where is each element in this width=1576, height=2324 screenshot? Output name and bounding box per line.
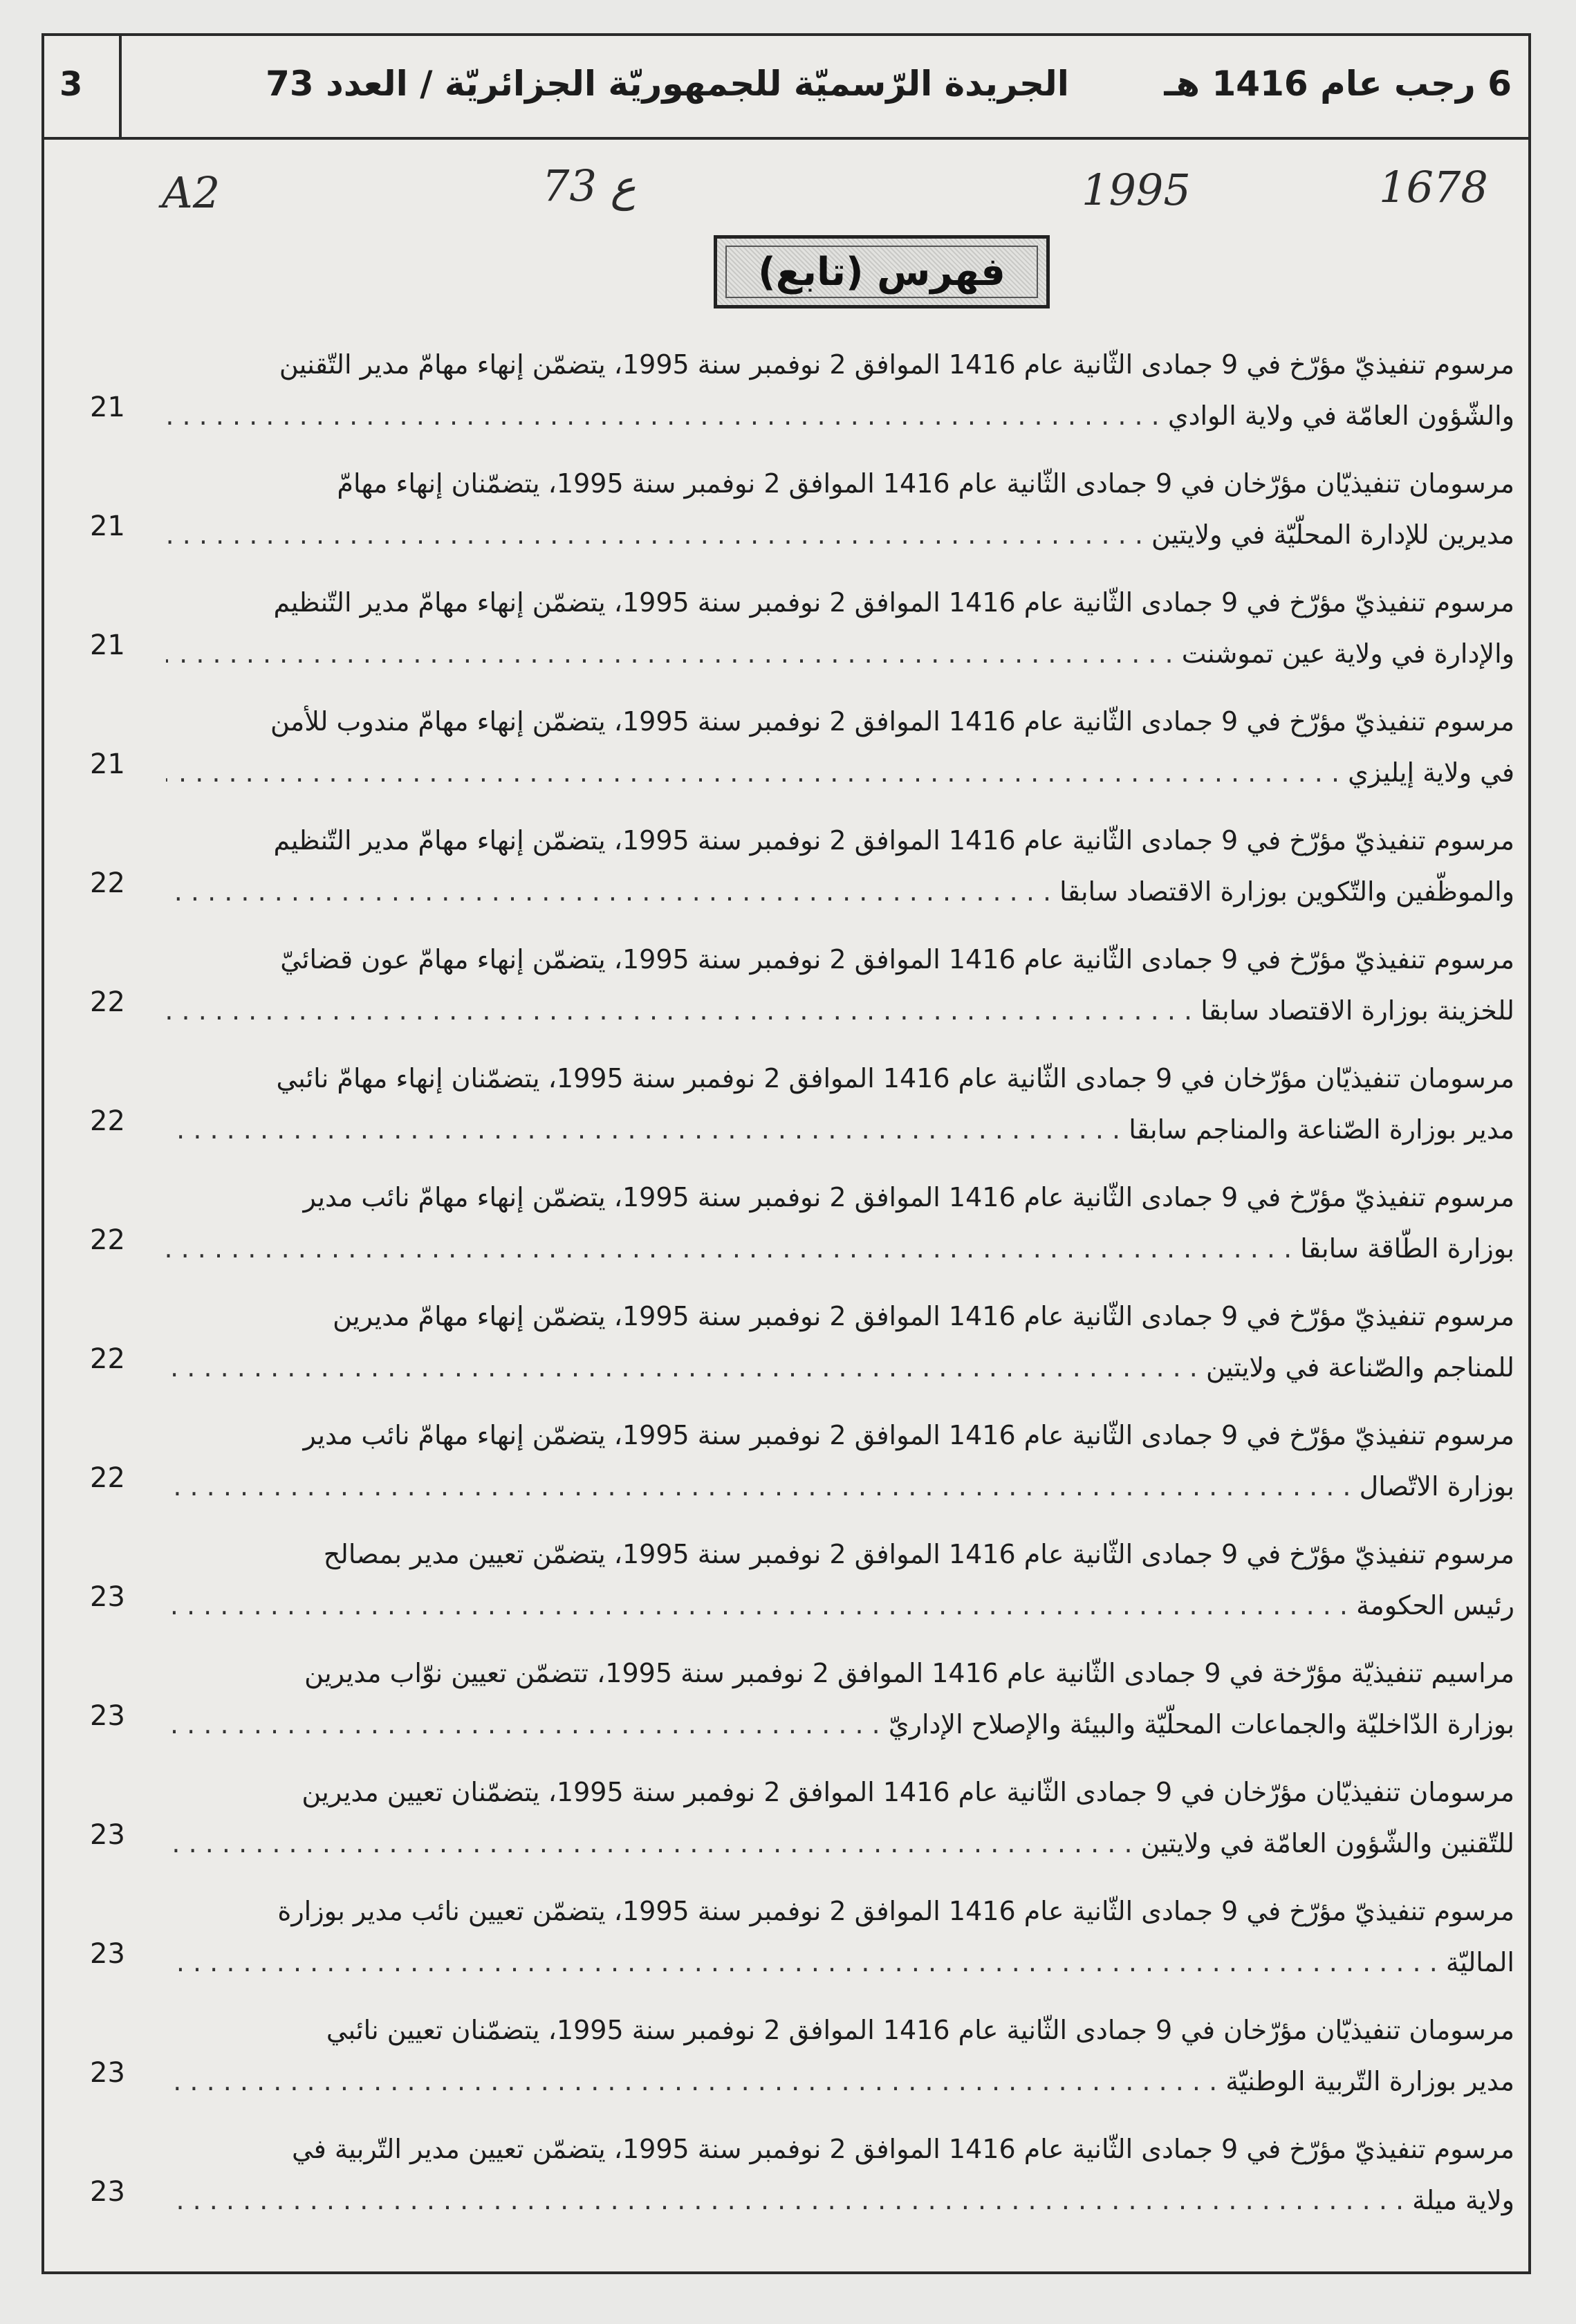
index-entry <box>76 2123 1514 2242</box>
index-entry <box>76 1648 1514 1767</box>
index-entry <box>76 1410 1514 1529</box>
entry-line-1: مرسوم تنفيذيّ مؤرّخ في 9 جمادى الثّانية عام 1416 الموافق 2 نوفمبر سنة 1995، يتضمّن تعيين نائب مدير بوزارة <box>277 1896 1514 1926</box>
entry-line-2: بوزارة الاتّصال . . . <box>166 1461 1514 1512</box>
entry-line-2: مديرين للإدارة المحلّيّة في ولايتين . . . <box>166 509 1514 560</box>
entry-line-1: مرسوم تنفيذيّ مؤرّخ في 9 جمادى الثّانية عام 1416 الموافق 2 نوفمبر سنة 1995، يتضمّن تعيين مدير بمصالح <box>323 1539 1514 1569</box>
entry-page-number: 22 <box>90 1343 125 1375</box>
section-title-box <box>714 235 1050 308</box>
entry-page-number: 22 <box>90 986 125 1018</box>
entry-line-1: مرسوم تنفيذيّ مؤرّخ في 9 جمادى الثّانية عام 1416 الموافق 2 نوفمبر سنة 1995، يتضمّن إنهاء مهامّ مدير التّقنين <box>279 349 1514 380</box>
entry-page-number: 21 <box>90 391 125 423</box>
index-entry <box>76 815 1514 934</box>
entry-page-number: 21 <box>90 510 125 542</box>
entry-line-2: والشّؤون العامّة في ولاية الوادي . . . <box>166 390 1514 441</box>
entry-page-number: 23 <box>90 1581 125 1613</box>
entry-line-2: بوزارة الدّاخليّة والجماعات المحلّيّة والبيئة والإصلاح الإداريّ . . . <box>166 1699 1514 1750</box>
entry-line-2: للخزينة بوزارة الاقتصاد سابقا . . . <box>166 985 1514 1036</box>
entry-line-1: مرسومان تنفيذيّان مؤرّخان في 9 جمادى الثّانية عام 1416 الموافق 2 نوفمبر سنة 1995، يتضمّنان تعيين مديرين <box>302 1777 1514 1807</box>
index-entry <box>76 458 1514 577</box>
entry-line-1: مرسوم تنفيذيّ مؤرّخ في 9 جمادى الثّانية عام 1416 الموافق 2 نوفمبر سنة 1995، يتضمّن إنهاء مهامّ مدير التّنظيم <box>273 825 1514 856</box>
entry-page-number: 22 <box>90 1462 125 1494</box>
entry-line-2: مدير بوزارة الصّناعة والمناجم سابقا . . . <box>166 1104 1514 1155</box>
entry-line-2: رئيس الحكومة . . . <box>166 1580 1514 1631</box>
entry-line-2: والإدارة في ولاية عين تموشنت . . . <box>166 628 1514 679</box>
entry-page-number: 23 <box>90 2057 125 2089</box>
handwritten-note-year: 1995 <box>1082 165 1191 215</box>
entry-page-number: 23 <box>90 1700 125 1732</box>
index-entry <box>76 339 1514 458</box>
entry-page-number: 21 <box>90 748 125 780</box>
handwritten-note-issue: 73 ع <box>542 160 636 211</box>
page-number: 3 <box>59 65 83 104</box>
header-date: 6 رجب عام 1416 هـ <box>1164 64 1512 104</box>
index-entry <box>76 1172 1514 1291</box>
entry-page-number: 23 <box>90 1819 125 1851</box>
section-title: فهرس (تابع) <box>725 246 1038 298</box>
entry-line-1: مرسومان تنفيذيّان مؤرّخان في 9 جمادى الثّانية عام 1416 الموافق 2 نوفمبر سنة 1995، يتضمّنان تعيين نائبي <box>326 2015 1514 2045</box>
entry-page-number: 22 <box>90 1224 125 1256</box>
index-entry <box>76 1291 1514 1410</box>
entry-line-1: مرسوم تنفيذيّ مؤرّخ في 9 جمادى الثّانية عام 1416 الموافق 2 نوفمبر سنة 1995، يتضمّن إنهاء مهامّ نائب مدير <box>303 1420 1514 1450</box>
entry-page-number: 21 <box>90 629 125 661</box>
index-entry <box>76 696 1514 815</box>
entry-page-number: 23 <box>90 1938 125 1970</box>
entry-line-1: مرسوم تنفيذيّ مؤرّخ في 9 جمادى الثّانية عام 1416 الموافق 2 نوفمبر سنة 1995، يتضمّن تعيين مدير التّربية في <box>292 2134 1514 2164</box>
entry-line-1: مرسوم تنفيذيّ مؤرّخ في 9 جمادى الثّانية عام 1416 الموافق 2 نوفمبر سنة 1995، يتضمّن إنهاء مهامّ عون قضائيّ <box>280 944 1514 975</box>
header-divider <box>119 36 122 137</box>
index-entry <box>76 577 1514 696</box>
journal-name: الجريدة الرّسميّة للجمهوريّة الجزائريّة / العدد 73 <box>266 64 1069 104</box>
handwritten-note-code: 1678 <box>1379 162 1488 212</box>
index-entry <box>76 2004 1514 2123</box>
entry-line-1: مراسيم تنفيذيّة مؤرّخة في 9 جمادى الثّانية عام 1416 الموافق 2 نوفمبر سنة 1995، تتضمّن تعيين نوّاب مديرين <box>304 1658 1514 1688</box>
entry-line-1: مرسومان تنفيذيّان مؤرّخان في 9 جمادى الثّانية عام 1416 الموافق 2 نوفمبر سنة 1995، يتضمّنان إنهاء مهامّ نائبي <box>276 1063 1514 1094</box>
index-entry <box>76 1053 1514 1172</box>
index-entry <box>76 1767 1514 1885</box>
index-entry <box>76 1529 1514 1648</box>
index-entries <box>76 339 1514 2242</box>
entry-line-2: الماليّة . . . <box>166 1937 1514 1988</box>
entry-page-number: 22 <box>90 1105 125 1137</box>
entry-line-2: ولاية ميلة . . . <box>166 2175 1514 2226</box>
header-title <box>134 64 1512 104</box>
index-entry <box>76 934 1514 1053</box>
entry-line-2: مدير بوزارة التّربية الوطنيّة . . . <box>166 2056 1514 2107</box>
entry-line-1: مرسوم تنفيذيّ مؤرّخ في 9 جمادى الثّانية عام 1416 الموافق 2 نوفمبر سنة 1995، يتضمّن إنهاء مهامّ مدير التّنظيم <box>273 587 1514 618</box>
page-header <box>44 36 1528 140</box>
entry-line-2: للتّقنين والشّؤون العامّة في ولايتين . . . <box>166 1818 1514 1869</box>
entry-page-number: 22 <box>90 867 125 899</box>
index-entry <box>76 1885 1514 2004</box>
handwritten-note-a2: A2 <box>162 167 221 218</box>
entry-line-1: مرسوم تنفيذيّ مؤرّخ في 9 جمادى الثّانية عام 1416 الموافق 2 نوفمبر سنة 1995، يتضمّن إنهاء مهامّ نائب مدير <box>303 1182 1514 1212</box>
entry-line-1: مرسوم تنفيذيّ مؤرّخ في 9 جمادى الثّانية عام 1416 الموافق 2 نوفمبر سنة 1995، يتضمّن إنهاء مهامّ مديرين <box>333 1301 1514 1331</box>
entry-line-1: مرسومان تنفيذيّان مؤرّخان في 9 جمادى الثّانية عام 1416 الموافق 2 نوفمبر سنة 1995، يتضمّنان إنهاء مهامّ <box>337 468 1514 499</box>
entry-line-2: للمناجم والصّناعة في ولايتين . . . <box>166 1342 1514 1393</box>
entry-line-2: في ولاية إيليزي . . . <box>166 747 1514 798</box>
entry-line-2: والموظّفين والتّكوين بوزارة الاقتصاد سابقا . . . <box>166 866 1514 917</box>
entry-line-1: مرسوم تنفيذيّ مؤرّخ في 9 جمادى الثّانية عام 1416 الموافق 2 نوفمبر سنة 1995، يتضمّن إنهاء مهامّ مندوب للأمن <box>270 706 1514 737</box>
entry-line-2: بوزارة الطّاقة سابقا . . . <box>166 1223 1514 1274</box>
entry-page-number: 23 <box>90 2176 125 2208</box>
